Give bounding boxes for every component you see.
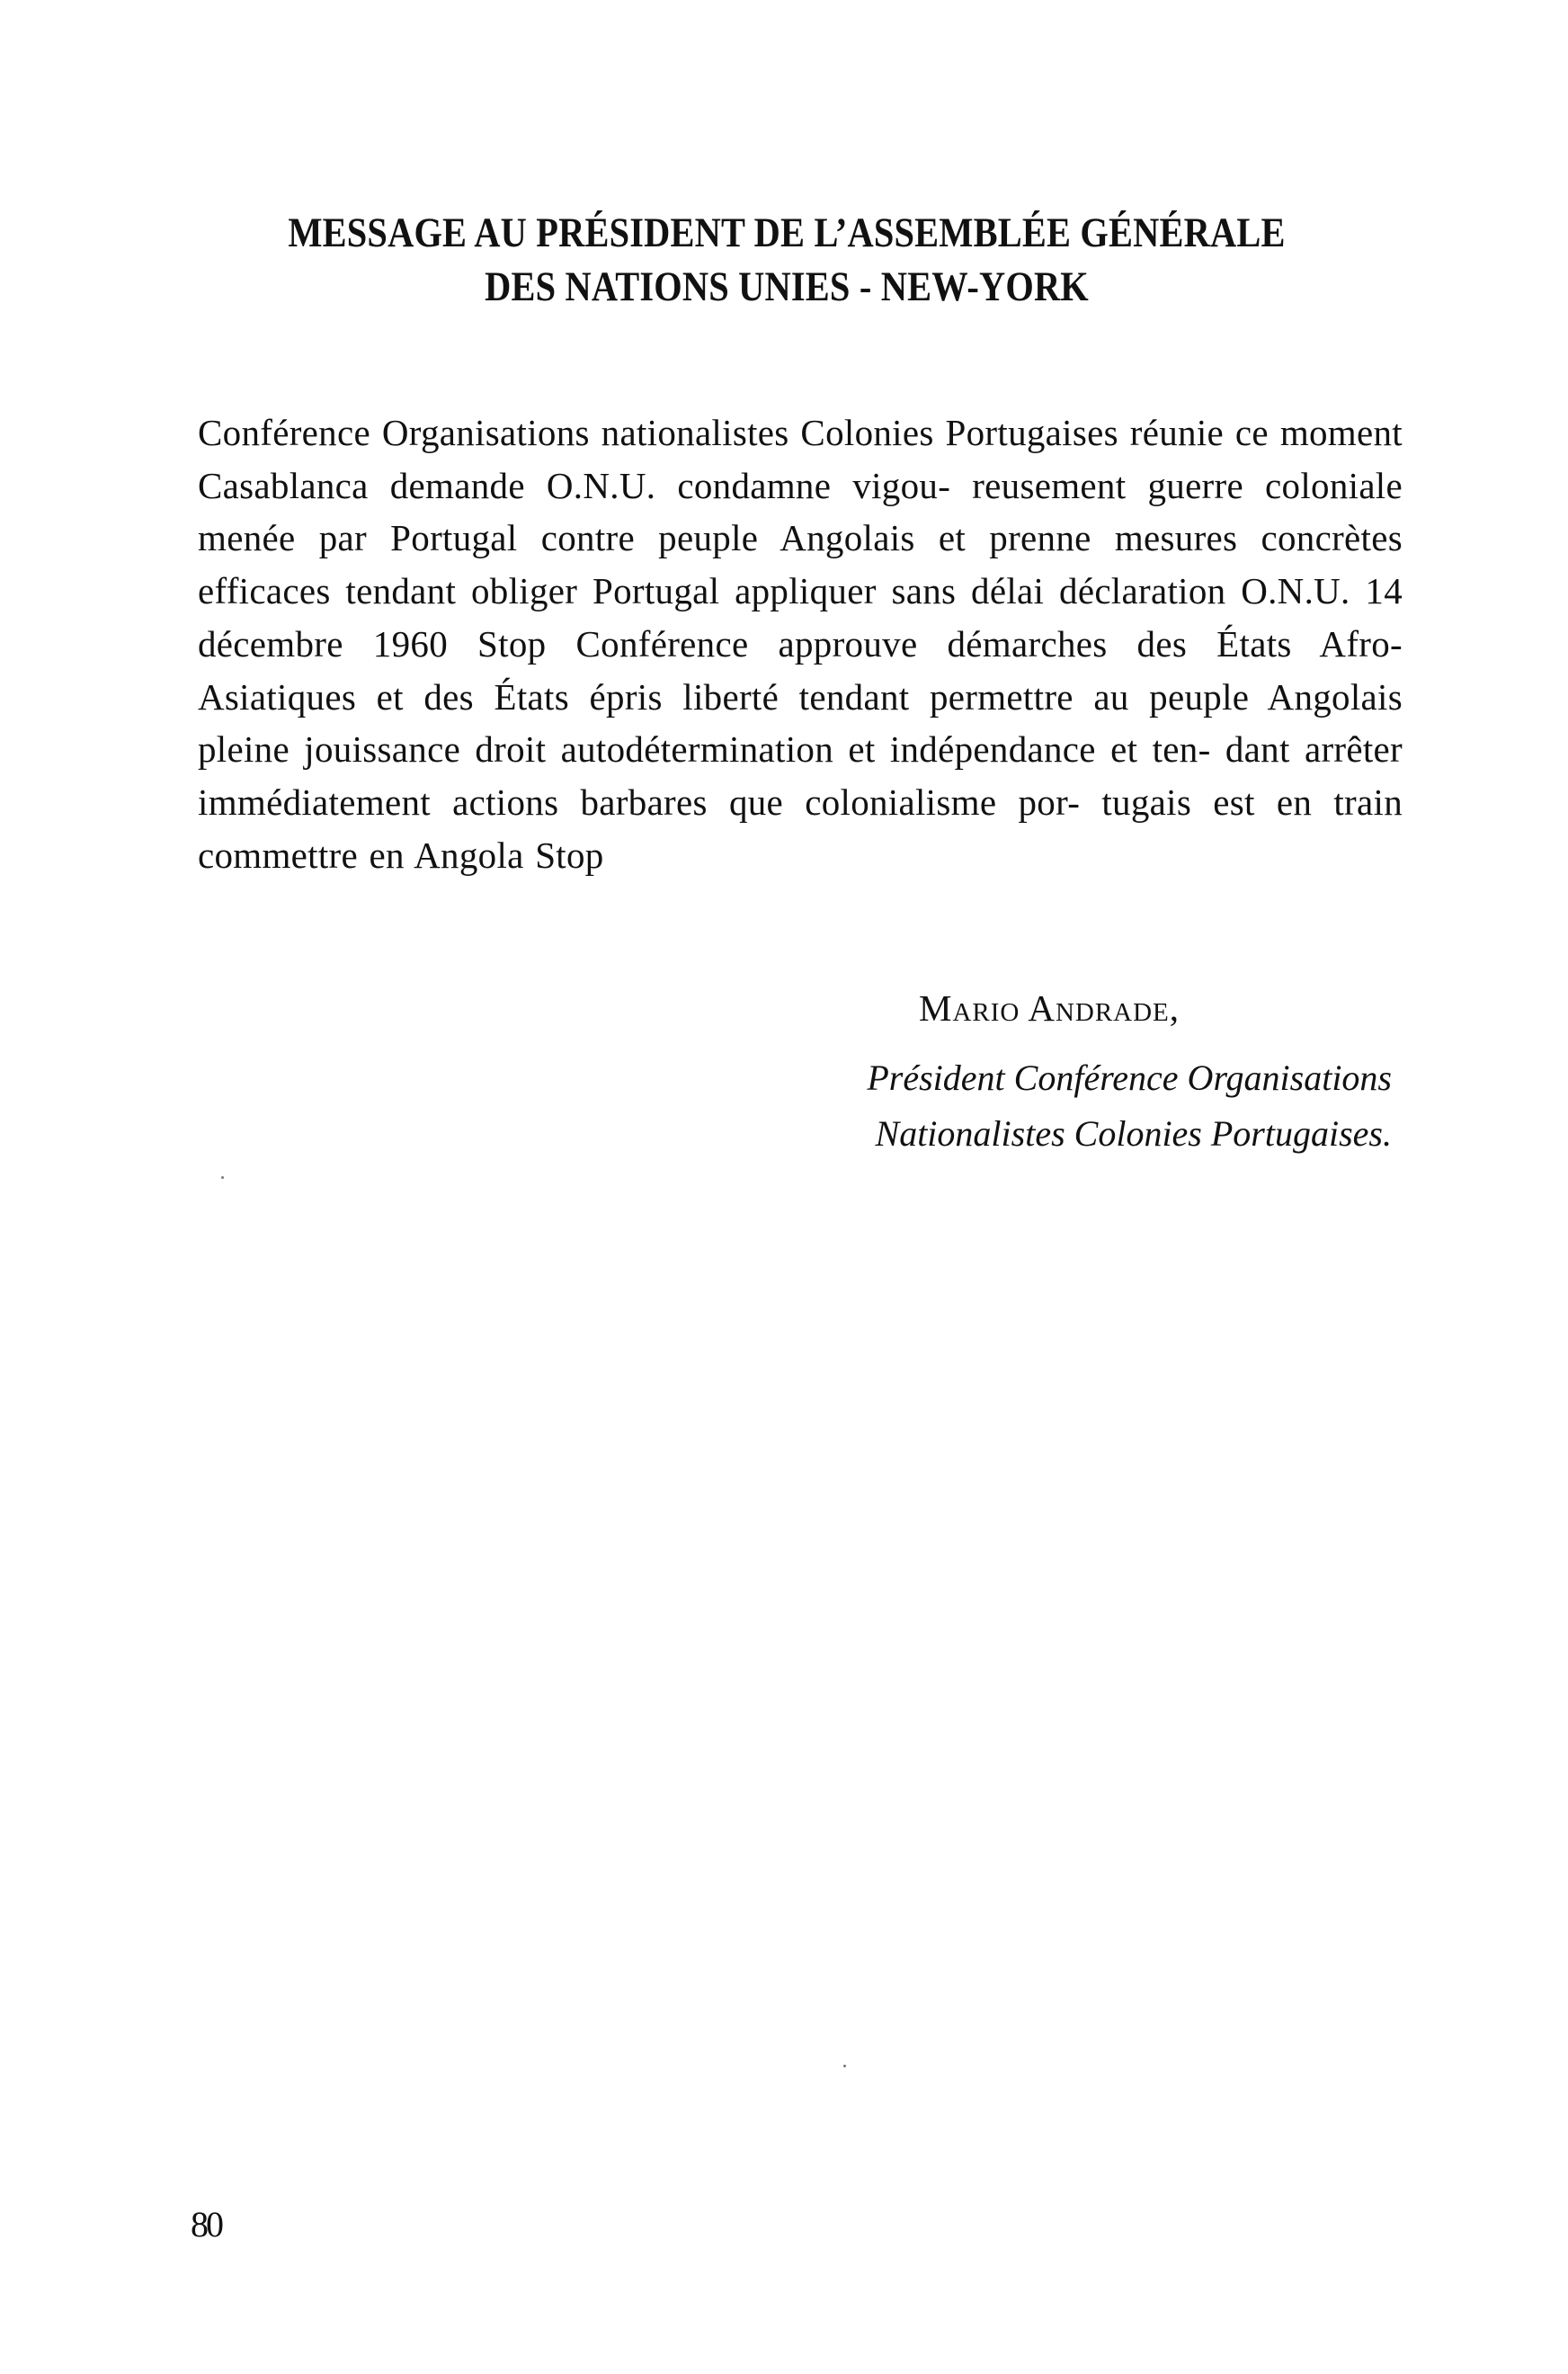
document-title-line-1: MESSAGE AU PRÉSIDENT DE L’ASSEMBLÉE GÉNÉRALE xyxy=(288,210,1286,256)
scan-speck xyxy=(843,2065,846,2067)
document-title-line-2: DES NATIONS UNIES - NEW-YORK xyxy=(485,263,1089,310)
scan-speck xyxy=(221,1176,224,1179)
signature-title-line-1: Président Conférence Organisations xyxy=(867,1058,1392,1098)
page-number: 80 xyxy=(191,2204,221,2245)
signature-title-line-2: Nationalistes Colonies Portugaises. xyxy=(875,1113,1392,1154)
signature-name: Mario Andrade, xyxy=(919,987,1180,1029)
message-body: Conférence Organisations nationalistes Colonies Portugaises réunie ce moment Casablanca demande O.N.U. condamne vigou- reusement guerre coloniale menée par Portugal contre peuple Angolais et prenne mesures concrètes efficaces tendant obliger Portugal appliquer sans délai déclaration O.N.U. 14 décembre 1960 Stop Conférence approuve démarches des États Afro-Asiatiques et des États épris liberté tendant permettre au peuple Angolais pleine jouissance droit autodétermination et indépendance et ten- dant arrêter immédiatement actions barbares que colonialisme por- tugais est en train commettre en Angola Stop xyxy=(198,412,1403,876)
